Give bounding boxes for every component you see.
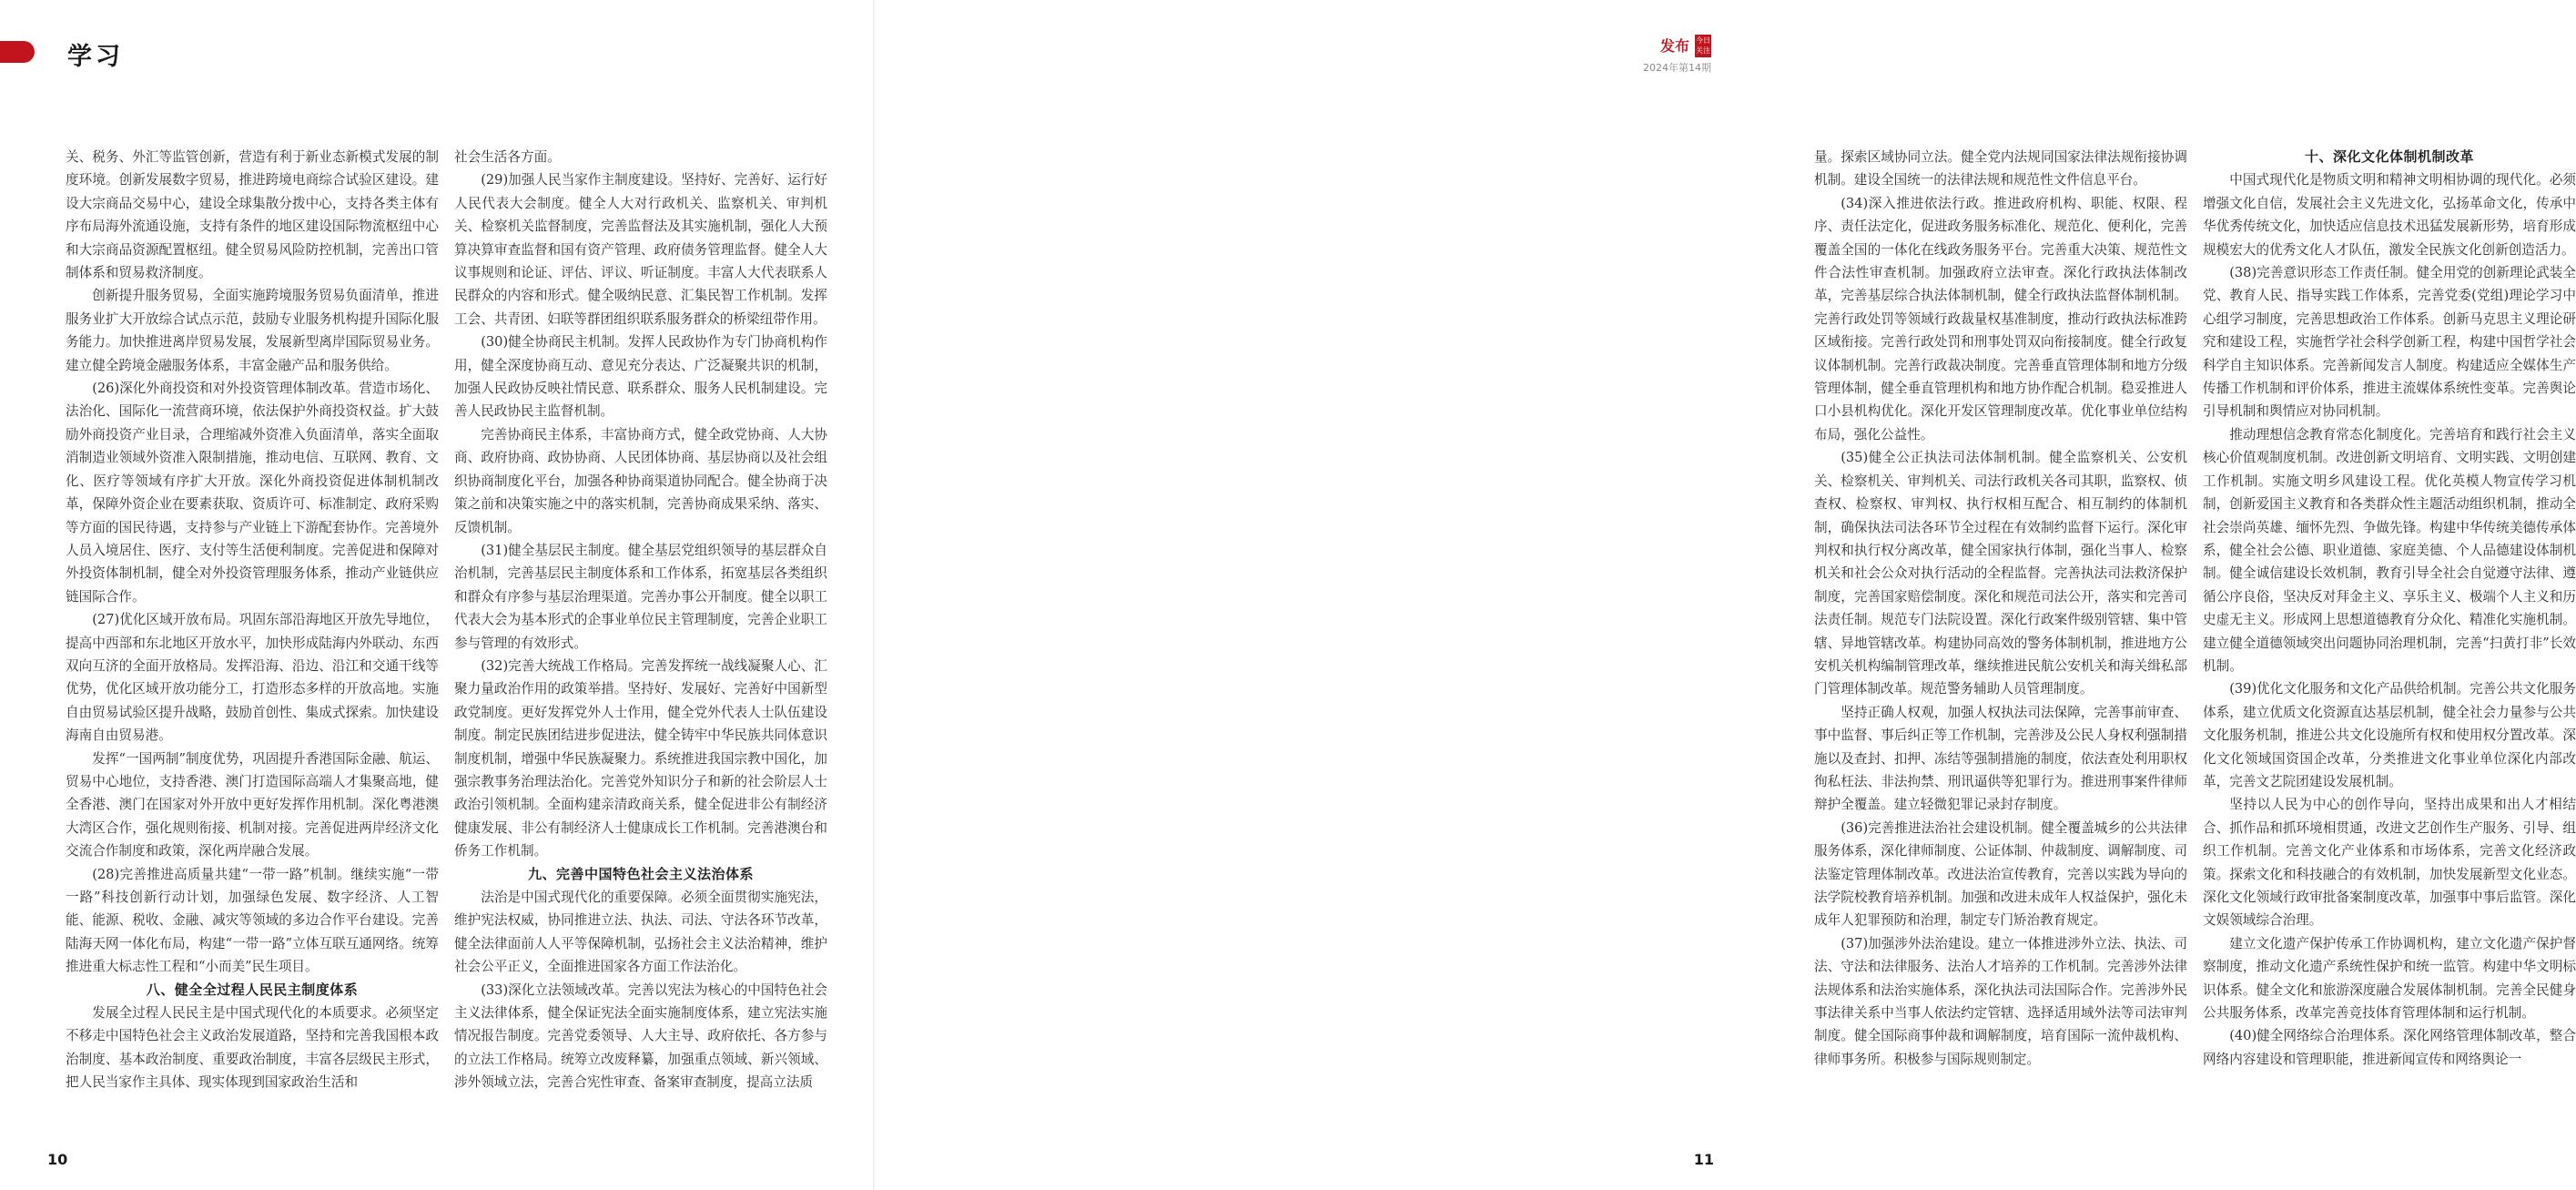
paragraph: (26)深化外商投资和对外投资管理体制改革。营造市场化、法治化、国际化一流营商环境，依法保护外商投资权益。扩大鼓励外商投资产业目录，合理缩减外资准入负面清单，落实全面取消制造业领域外资准入限制措施，推动电信、互联网、教育、文化、医疗等领域有序扩大开放。深化外商投资促进体制机制改革，保障外资企业在要素获取、资质许可、标准制定、政府采购等方面的国民待遇，支持参与产业链上下游配套协作。完善境外人员入境居住、医疗、支付等生活便利制度。完善促进和保障对外投资体制机制，健全对外投资管理服务体系，推动产业链供应链国际合作。 <box>66 381 439 605</box>
paragraph: (30)健全协商民主机制。发挥人民政协作为专门协商机构作用，健全深度协商互动、意见充分表达、广泛凝聚共识的机制，加强人民政协反映社情民意、联系群众、服务人民机制建设。完善人民政协民主监督机制。 <box>454 334 827 420</box>
paragraph: 量。探索区域协同立法。健全党内法规同国家法律法规衔接协调机制。建设全国统一的法律法规和规范性文件信息平台。 <box>1814 149 2187 188</box>
paragraph: 推动理想信念教育常态化制度化。完善培育和践行社会主义核心价值观制度机制。改进创新文明培育、文明实践、文明创建工作机制。实施文明乡风建设工程。优化英模人物宣传学习机制，创新爱国主义教育和各类群众性主题活动组织机制，推动全社会崇尚英雄、缅怀先烈、争做先锋。构建中华传统美德传承体系，健全社会公德、职业道德、家庭美德、个人品德建设体制机制。健全诚信建设长效机制，教育引导全社会自觉遵守法律、遵循公序良俗，坚决反对拜金主义、享乐主义、极端个人主义和历史虚无主义。形成网上思想道德教育分众化、精准化实施机制。建立健全道德领域突出问题协同治理机制，完善“扫黄打非”长效机制。 <box>2203 426 2576 674</box>
text-column-4 <box>2203 146 2576 1071</box>
paragraph: 社会生活各方面。 <box>454 149 561 165</box>
paragraph: (28)完善推进高质量共建“一带一路”机制。继续实施“一带一路”科技创新行动计划，加强绿色发展、数字经济、人工智能、能源、税收、金融、减灾等领域的多边合作平台建设。完善陆海天网一体化布局，构建“一带一路”立体互联互通网络。统筹推进重大标志性工程和“小而美”民生项目。 <box>66 866 439 975</box>
paragraph: 完善协商民主体系，丰富协商方式，健全政党协商、人大协商、政府协商、政协协商、人民团体协商、基层协商以及社会组织协商制度化平台，加强各种协商渠道协同配合。健全协商于决策之前和决策实施之中的落实机制，完善协商成果采纳、落实、反馈机制。 <box>454 426 827 535</box>
paragraph: (35)健全公正执法司法体制机制。健全监察机关、公安机关、检察机关、审判机关、司法行政机关各司其职，监察权、侦查权、检察权、审判权、执行权相互配合、相互制约的体制机制，确保执法司法各环节全过程在有效制约监督下运行。深化审判权和执行权分离改革，健全国家执行体制，强化当事人、检察机关和社会公众对执行活动的全程监督。完善执法司法救济保护制度，完善国家赔偿制度。深化和规范司法公开，落实和完善司法责任制。规范专门法院设置。深化行政案件级别管辖、集中管辖、异地管辖改革。构建协同高效的警务体制机制，推进地方公安机关机构编制管理改革，继续推进民航公安机关和海关缉私部门管理体制改革。规范警务辅助人员管理制度。 <box>1814 450 2187 697</box>
text-column-1 <box>66 146 439 1094</box>
paragraph: (39)优化文化服务和文化产品供给机制。完善公共文化服务体系，建立优质文化资源直达基层机制，健全社会力量参与公共文化服务机制，推进公共文化设施所有权和使用权分置改革。深化文化领域国资国企改革，分类推进文化事业单位深化内部改革，完善文艺院团建设发展机制。 <box>2203 681 2576 789</box>
section-tab-marker <box>0 41 35 63</box>
section-heading: 八、健全全过程人民民主制度体系 <box>146 981 359 998</box>
paragraph: (34)深入推进依法行政。推进政府机构、职能、权限、程序、责任法定化，促进政务服务标准化、规范化、便利化，完善覆盖全国的一体化在线政务服务平台。完善重大决策、规范性文件合法性审查机制。加强政府立法审查。深化行政执法体制改革，完善基层综合执法体制机制，健全行政执法监督体制机制。完善行政处罚等领域行政裁量权基准制度，推动行政执法标准跨区域衔接。完善行政处罚和刑事处罚双向衔接制度。健全行政复议体制机制。完善行政裁决制度。完善垂直管理体制和地方分级管理体制，健全垂直管理机构和地方协作配合机制。稳妥推进人口小县机构优化。深化开发区管理制度改革。优化事业单位结构布局，强化公益性。 <box>1814 195 2187 442</box>
paragraph: (31)健全基层民主制度。健全基层党组织领导的基层群众自治机制，完善基层民主制度体系和工作体系，拓宽基层各类组织和群众有序参与基层治理渠道。完善办事公开制度。健全以职工代表大会为基本形式的企事业单位民主管理制度，完善企业职工参与管理的有效形式。 <box>454 542 827 651</box>
paragraph: (32)完善大统战工作格局。完善发挥统一战线凝聚人心、汇聚力量政治作用的政策举措。坚持好、发展好、完善好中国新型政党制度。更好发挥党外人士作用，健全党外代表人士队伍建设制度。制定民族团结进步促进法，健全铸牢中华民族共同体意识制度机制，增强中华民族凝聚力。系统推进我国宗教中国化，加强宗教事务治理法治化。完善党外知识分子和新的社会阶层人士政治引领机制。全面构建亲清政商关系，健全促进非公有制经济健康发展、非公有制经济人士健康成长工作机制。完善港澳台和侨务工作机制。 <box>454 657 827 859</box>
left-page <box>0 0 874 1190</box>
issue-number: 2024年第14期 <box>1643 62 1711 74</box>
paragraph: (40)健全网络综合治理体系。深化网络管理体制改革，整合网络内容建设和管理职能，推进新闻宣传和网络舆论一 <box>2203 1028 2576 1067</box>
paragraph: 发展全过程人民民主是中国式现代化的本质要求。必须坚定不移走中国特色社会主义政治发展道路，坚持和完善我国根本政治制度、基本政治制度、重要政治制度，丰富各层级民主形式，把人民当家作主具体、现实体现到国家政治生活和 <box>66 1005 439 1091</box>
paragraph: (27)优化区域开放布局。巩固东部沿海地区开放先导地位，提高中西部和东北地区开放水平，加快形成陆海内外联动、东西双向互济的全面开放格局。发挥沿海、沿边、沿江和交通干线等优势，优化区域开放功能分工，打造形态多样的开放高地。实施自由贸易试验区提升战略，鼓励首创性、集成式探索。加快建设海南自由贸易港。 <box>66 612 439 744</box>
section-heading: 十、深化文化体制机制改革 <box>2304 148 2474 165</box>
paragraph: (38)完善意识形态工作责任制。健全用党的创新理论武装全党、教育人民、指导实践工作体系，完善党委(党组)理论学习中心组学习制度，完善思想政治工作体系。创新马克思主义理论研究和建设工程，实施哲学社会科学创新工程，构建中国哲学社会科学自主知识体系。完善新闻发言人制度。构建适应全媒体生产传播工作机制和评价体系，推进主流媒体系统性变革。完善舆论引导机制和舆情应对协同机制。 <box>2203 265 2576 420</box>
paragraph: 坚持以人民为中心的创作导向，坚持出成果和出人才相结合、抓作品和抓环境相贯通，改进文艺创作生产服务、引导、组织工作机制。完善文化产业体系和市场体系，完善文化经济政策。探索文化和科技融合的有效机制，加快发展新型文化业态。深化文化领域行政审批备案制度改革，加强事中事后监管。深化文娱领域综合治理。 <box>2203 797 2576 929</box>
text-column-3 <box>1814 146 2187 1071</box>
paragraph: 法治是中国式现代化的重要保障。必须全面贯彻实施宪法，维护宪法权威，协同推进立法、执法、司法、守法各环节改革，健全法律面前人人平等保障机制，弘扬社会主义法治精神，维护社会公平正义，全面推进国家各方面工作法治化。 <box>454 890 827 975</box>
paragraph: (29)加强人民当家作主制度建设。坚持好、完善好、运行好人民代表大会制度。健全人大对行政机关、监察机关、审判机关、检察机关监督制度，完善监督法及其实施机制，强化人大预算决算审查监督和国有资产管理、政府债务管理监督。健全人大议事规则和论证、评估、评议、听证制度。丰富人大代表联系人民群众的内容和形式。健全吸纳民意、汇集民智工作机制。发挥工会、共青团、妇联等群团组织联系服务群众的桥梁纽带作用。 <box>454 172 827 327</box>
paragraph: (33)深化立法领域改革。完善以宪法为核心的中国特色社会主义法律体系，健全保证宪法全面实施制度体系，建立宪法实施情况报告制度。完善党委领导、人大主导、政府依托、各方参与的立法工作格局。统筹立改废释纂，加强重点领域、新兴领域、涉外领域立法，完善合宪性审查、备案审查制度，提高立法质 <box>454 981 827 1091</box>
paragraph: 创新提升服务贸易，全面实施跨境服务贸易负面清单，推进服务业扩大开放综合试点示范，鼓励专业服务机构提升国际化服务能力。加快推进离岸贸易发展，发展新型离岸国际贸易业务。建立健全跨境金融服务体系，丰富金融产品和服务供给。 <box>66 288 439 373</box>
paragraph: 中国式现代化是物质文明和精神文明相协调的现代化。必须增强文化自信，发展社会主义先进文化，弘扬革命文化，传承中华优秀传统文化，加快适应信息技术迅猛发展新形势，培育形成规模宏大的优秀文化人才队伍，激发全民族文化创新创造活力。 <box>2203 172 2576 258</box>
page-number-right: 11 <box>1693 1151 1714 1168</box>
paragraph: (36)完善推进法治社会建设机制。健全覆盖城乡的公共法律服务体系，深化律师制度、公证体制、仲裁制度、调解制度、司法鉴定管理体制改革。改进法治宣传教育，完善以实践为导向的法学院校教育培养机制。加强和改进未成年人权益保护，强化未成年人犯罪预防和治理，制定专门矫治教育规定。 <box>1814 819 2187 929</box>
section-title: 学习 <box>67 43 124 71</box>
paragraph: 坚持正确人权观，加强人权执法司法保障，完善事前审查、事中监督、事后纠正等工作机制，完善涉及公民人身权利强制措施以及查封、扣押、冻结等强制措施的制度，依法查处利用职权徇私枉法、非法拘禁、刑讯逼供等犯罪行为。推进刑事案件律师辩护全覆盖。建立轻微犯罪记录封存制度。 <box>1814 704 2187 813</box>
paragraph: 建立文化遗产保护传承工作协调机构，建立文化遗产保护督察制度，推动文化遗产系统性保护和统一监管。构建中华文明标识体系。健全文化和旅游深度融合发展体制机制。完善全民健身公共服务体系，改革完善竞技体育管理体制和运行机制。 <box>2203 935 2576 1022</box>
publication-logo: 今日关注 <box>1695 35 1711 57</box>
paragraph: (37)加强涉外法治建设。建立一体推进涉外立法、执法、司法、守法和法律服务、法治人才培养的工作机制。完善涉外法律法规体系和法治实施体系，深化执法司法国际合作。完善涉外民事法律关系中当事人依法约定管辖、选择适用域外法等司法审判制度。健全国际商事仲裁和调解制度，培育国际一流仲裁机构、律师事务所。积极参与国际规则制定。 <box>1814 935 2187 1067</box>
publication-header <box>1643 35 1711 75</box>
text-column-2 <box>454 146 827 1094</box>
page-number-left: 10 <box>47 1151 68 1168</box>
paragraph: 关、税务、外汇等监管创新，营造有利于新业态新模式发展的制度环境。创新发展数字贸易，推进跨境电商综合试验区建设。建设大宗商品交易中心，建设全球集散分拨中心，支持各类主体有序布局海外流通设施，支持有条件的地区建设国际物流枢纽中心和大宗商品资源配置枢纽。健全贸易风险防控机制，完善出口管制体系和贸易救济制度。 <box>66 149 439 281</box>
right-page <box>874 0 2576 1190</box>
publication-name: 发布 <box>1659 37 1689 55</box>
paragraph: 发挥“一国两制”制度优势，巩固提升香港国际金融、航运、贸易中心地位，支持香港、澳门打造国际高端人才集聚高地，健全香港、澳门在国家对外开放中更好发挥作用机制。深化粤港澳大湾区合作，强化规则衔接、机制对接。完善促进两岸经济文化交流合作制度和政策，深化两岸融合发展。 <box>66 750 439 859</box>
section-heading: 九、完善中国特色社会主义法治体系 <box>527 865 754 882</box>
